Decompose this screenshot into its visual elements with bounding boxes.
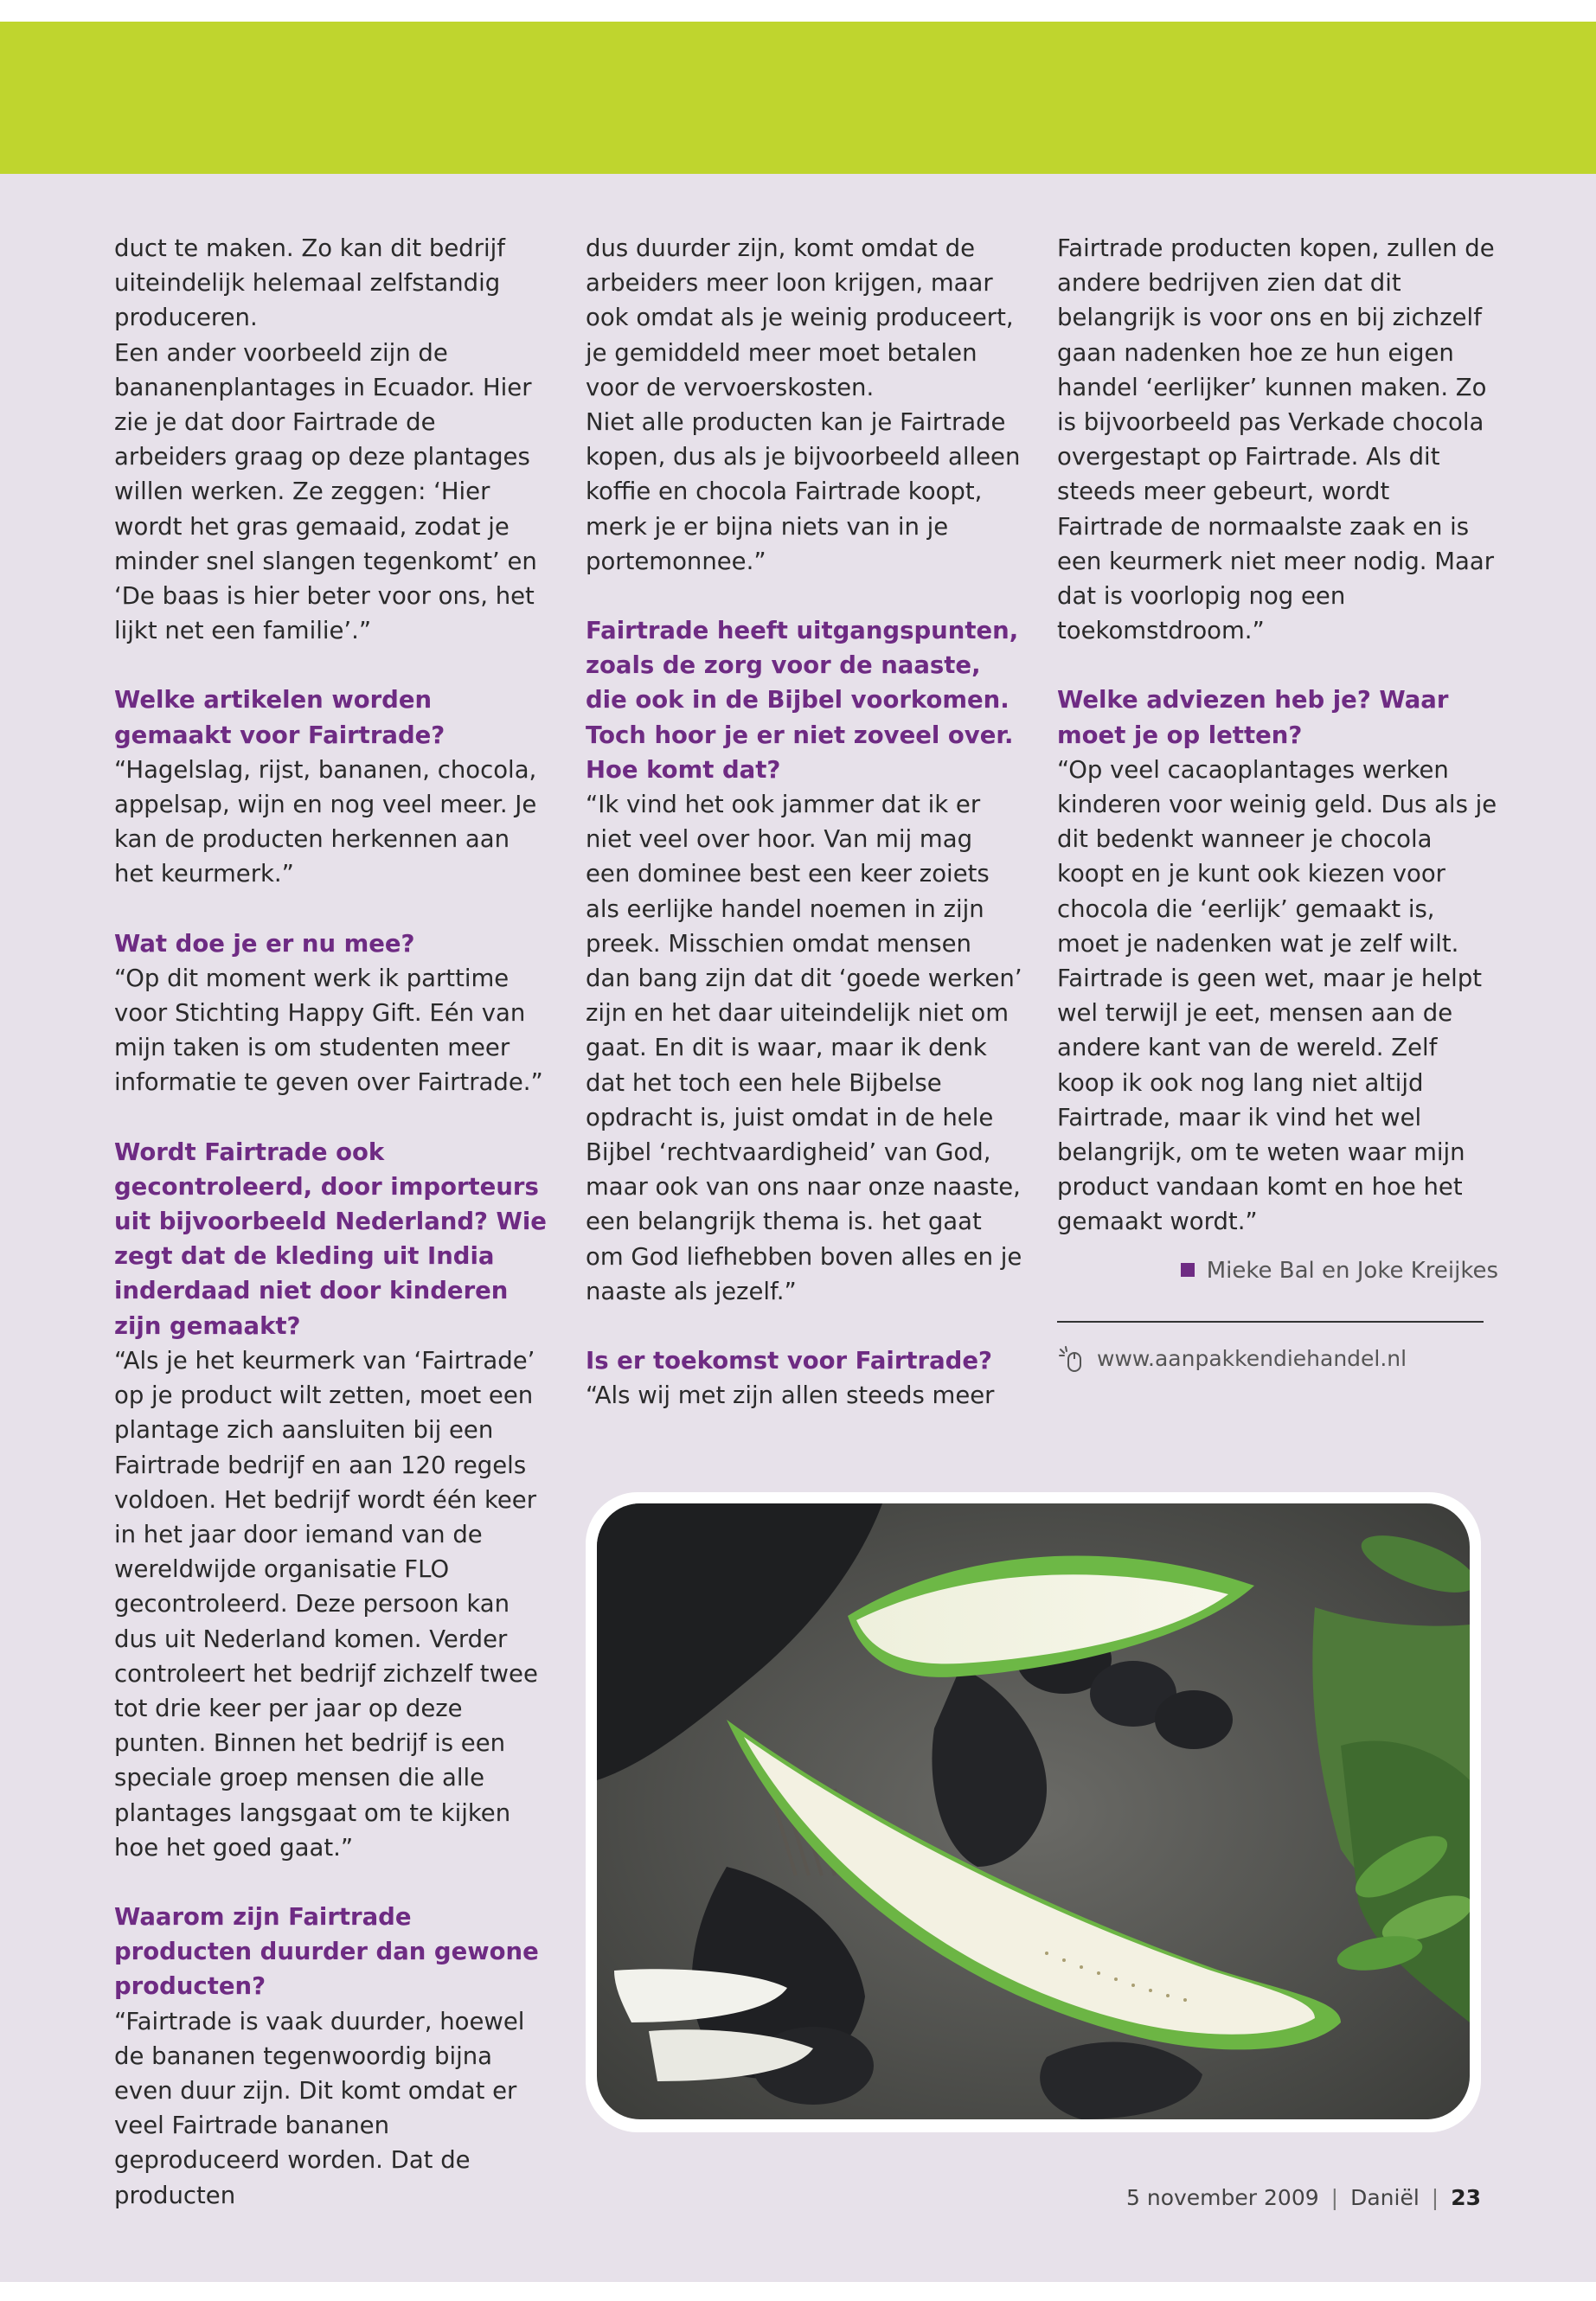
interview-question: Welke artikelen worden gemaakt voor Fairtrade? — [114, 686, 445, 749]
header-color-band — [0, 22, 1596, 174]
interview-question: Fairtrade heeft uitgangspunten, zoals de zorg voor de naaste, die ook in de Bijbel voorkomen. Toch hoor je er niet zoveel over. Hoe komt dat? — [586, 617, 1019, 784]
magazine-name: Daniël — [1350, 2185, 1420, 2210]
issue-date: 5 november 2009 — [1126, 2185, 1319, 2210]
author-names: Mieke Bal en Joke Kreijkes — [1206, 1257, 1498, 1284]
interview-question: Wat doe je er nu mee? — [114, 929, 415, 958]
paragraph: duct te maken. Zo kan dit bedrijf uiteindelijk helemaal zelfstandig produceren. — [114, 234, 505, 332]
bottom-margin — [0, 2282, 1596, 2301]
interview-answer: “Fairtrade is vaak duurder, hoewel de bananen tegenwoordig bijna even duur zijn. Dit komt omdat er veel Fairtrade bananen geproduceerd worden. Dat de producten — [114, 2007, 525, 2209]
paragraph: dus duurder zijn, komt omdat de arbeiders meer loon krijgen, maar ook omdat als je weinig produceert, je gemiddeld meer moet betalen voor de vervoerskosten. — [586, 234, 1014, 401]
banana-photo — [597, 1503, 1470, 2119]
paragraph: Een ander voorbeeld zijn de bananenplantages in Ecuador. Hier zie je dat door Fairtrade de arbeiders graag op deze plantages willen werken. Ze zeggen: ‘Hier wordt het gras gemaaid, zodat je minder snel slangen tegenkomt’ en ‘De baas is hier beter voor ons, het lijkt net een familie’.” — [114, 338, 537, 645]
website-link[interactable]: www.aanpakkendiehandel.nl — [1097, 1345, 1407, 1371]
author-byline — [1057, 1253, 1498, 1288]
interview-question: Waarom zijn Fairtrade producten duurder dan gewone producten? — [114, 1902, 539, 2001]
mouse-click-icon — [1057, 1344, 1086, 1374]
divider — [1057, 1321, 1484, 1323]
text-column-2 — [586, 231, 1022, 1413]
square-bullet-icon — [1181, 1263, 1195, 1277]
paragraph: Fairtrade producten kopen, zullen de andere bedrijven zien dat dit belangrijk is voor ons en bij zichzelf gaan nadenken hoe ze hun eigen handel ‘eerlijker’ kunnen maken. Zo is bijvoorbeeld pas Verkade chocola overgestapt op Fairtrade. Als dit steeds meer gebeurt, wordt Fairtrade de normaalste zaak en is een keurmerk niet meer nodig. Maar dat is voorlopig nog een toekomstdroom.” — [1057, 234, 1495, 645]
website-reference — [1057, 1342, 1498, 1376]
interview-answer: “Als wij met zijn allen steeds meer — [586, 1381, 995, 1410]
interview-answer: “Op dit moment werk ik parttime voor Stichting Happy Gift. Eén van mijn taken is om studenten meer informatie te geven over Fairtrade.” — [114, 964, 543, 1097]
text-column-3 — [1057, 231, 1498, 1376]
page-number: 23 — [1451, 2185, 1481, 2210]
interview-question: Wordt Fairtrade ook gecontroleerd, door importeurs uit bijvoorbeeld Nederland? Wie zegt dat de kleding uit India inderdaad niet door kinderen zijn gemaakt? — [114, 1138, 547, 1340]
interview-question: Welke adviezen heb je? Waar moet je op letten? — [1057, 686, 1449, 749]
footer-separator: | — [1431, 2185, 1439, 2210]
page-footer — [1126, 2185, 1481, 2210]
interview-answer: “Ik vind het ook jammer dat ik er niet veel over hoor. Van mij mag een dominee best een keer zoiets als eerlijke handel noemen in zijn preek. Misschien omdat mensen dan bang zijn dat dit ‘goede werken’ zijn en het daar uiteindelijk niet om gaat. En dit is waar, maar ik denk dat het toch een hele Bijbelse opdracht is, juist omdat in de hele Bijbel ‘rechtvaardigheid’ van God, maar ook van ons naar onze naaste, een belangrijk thema is. het gaat om God liefhebben boven alles en je naaste als jezelf.” — [586, 791, 1022, 1305]
paragraph: Niet alle producten kan je Fairtrade kopen, dus als je bijvoorbeeld alleen koffie en chocola Fairtrade koopt, merk je er bijna niets van in je portemonnee.” — [586, 408, 1021, 575]
interview-question: Is er toekomst voor Fairtrade? — [586, 1347, 992, 1375]
footer-separator: | — [1330, 2185, 1339, 2210]
banana-photo-illustration — [597, 1503, 1470, 2119]
interview-answer: “Als je het keurmerk van ‘Fairtrade’ op je product wilt zetten, moet een plantage zich aansluiten bij een Fairtrade bedrijf en aan 120 regels voldoen. Het bedrijf wordt één keer in het jaar door iemand van de wereldwijde organisatie FLO gecontroleerd. Deze persoon kan dus uit Nederland komen. Verder controleert het bedrijf zichzelf twee tot drie keer per jaar op deze punten. Binnen het bedrijf is een speciale groep mensen die alle plantages langsgaat om te kijken hoe het goed gaat.” — [114, 1346, 538, 1862]
text-column-1 — [114, 231, 551, 2213]
top-margin — [0, 0, 1596, 22]
interview-answer: “Hagelslag, rijst, bananen, chocola, appelsap, wijn en nog veel meer. Je kan de producten herkennen aan het keurmerk.” — [114, 755, 537, 888]
interview-answer: “Op veel cacaoplantages werken kinderen voor weinig geld. Dus als je dit bedenkt wanneer je chocola koopt en je kunt ook kiezen voor chocola die ‘eerlijk’ gemaakt is, moet je nadenken wat je zelf wilt. Fairtrade is geen wet, maar je helpt wel terwijl je eet, mensen aan de andere kant van de wereld. Zelf koop ik ook nog lang niet altijd Fairtrade, maar ik vind het wel belangrijk, om te weten waar mijn product vandaan komt en hoe het gemaakt wordt.” — [1057, 755, 1497, 1236]
